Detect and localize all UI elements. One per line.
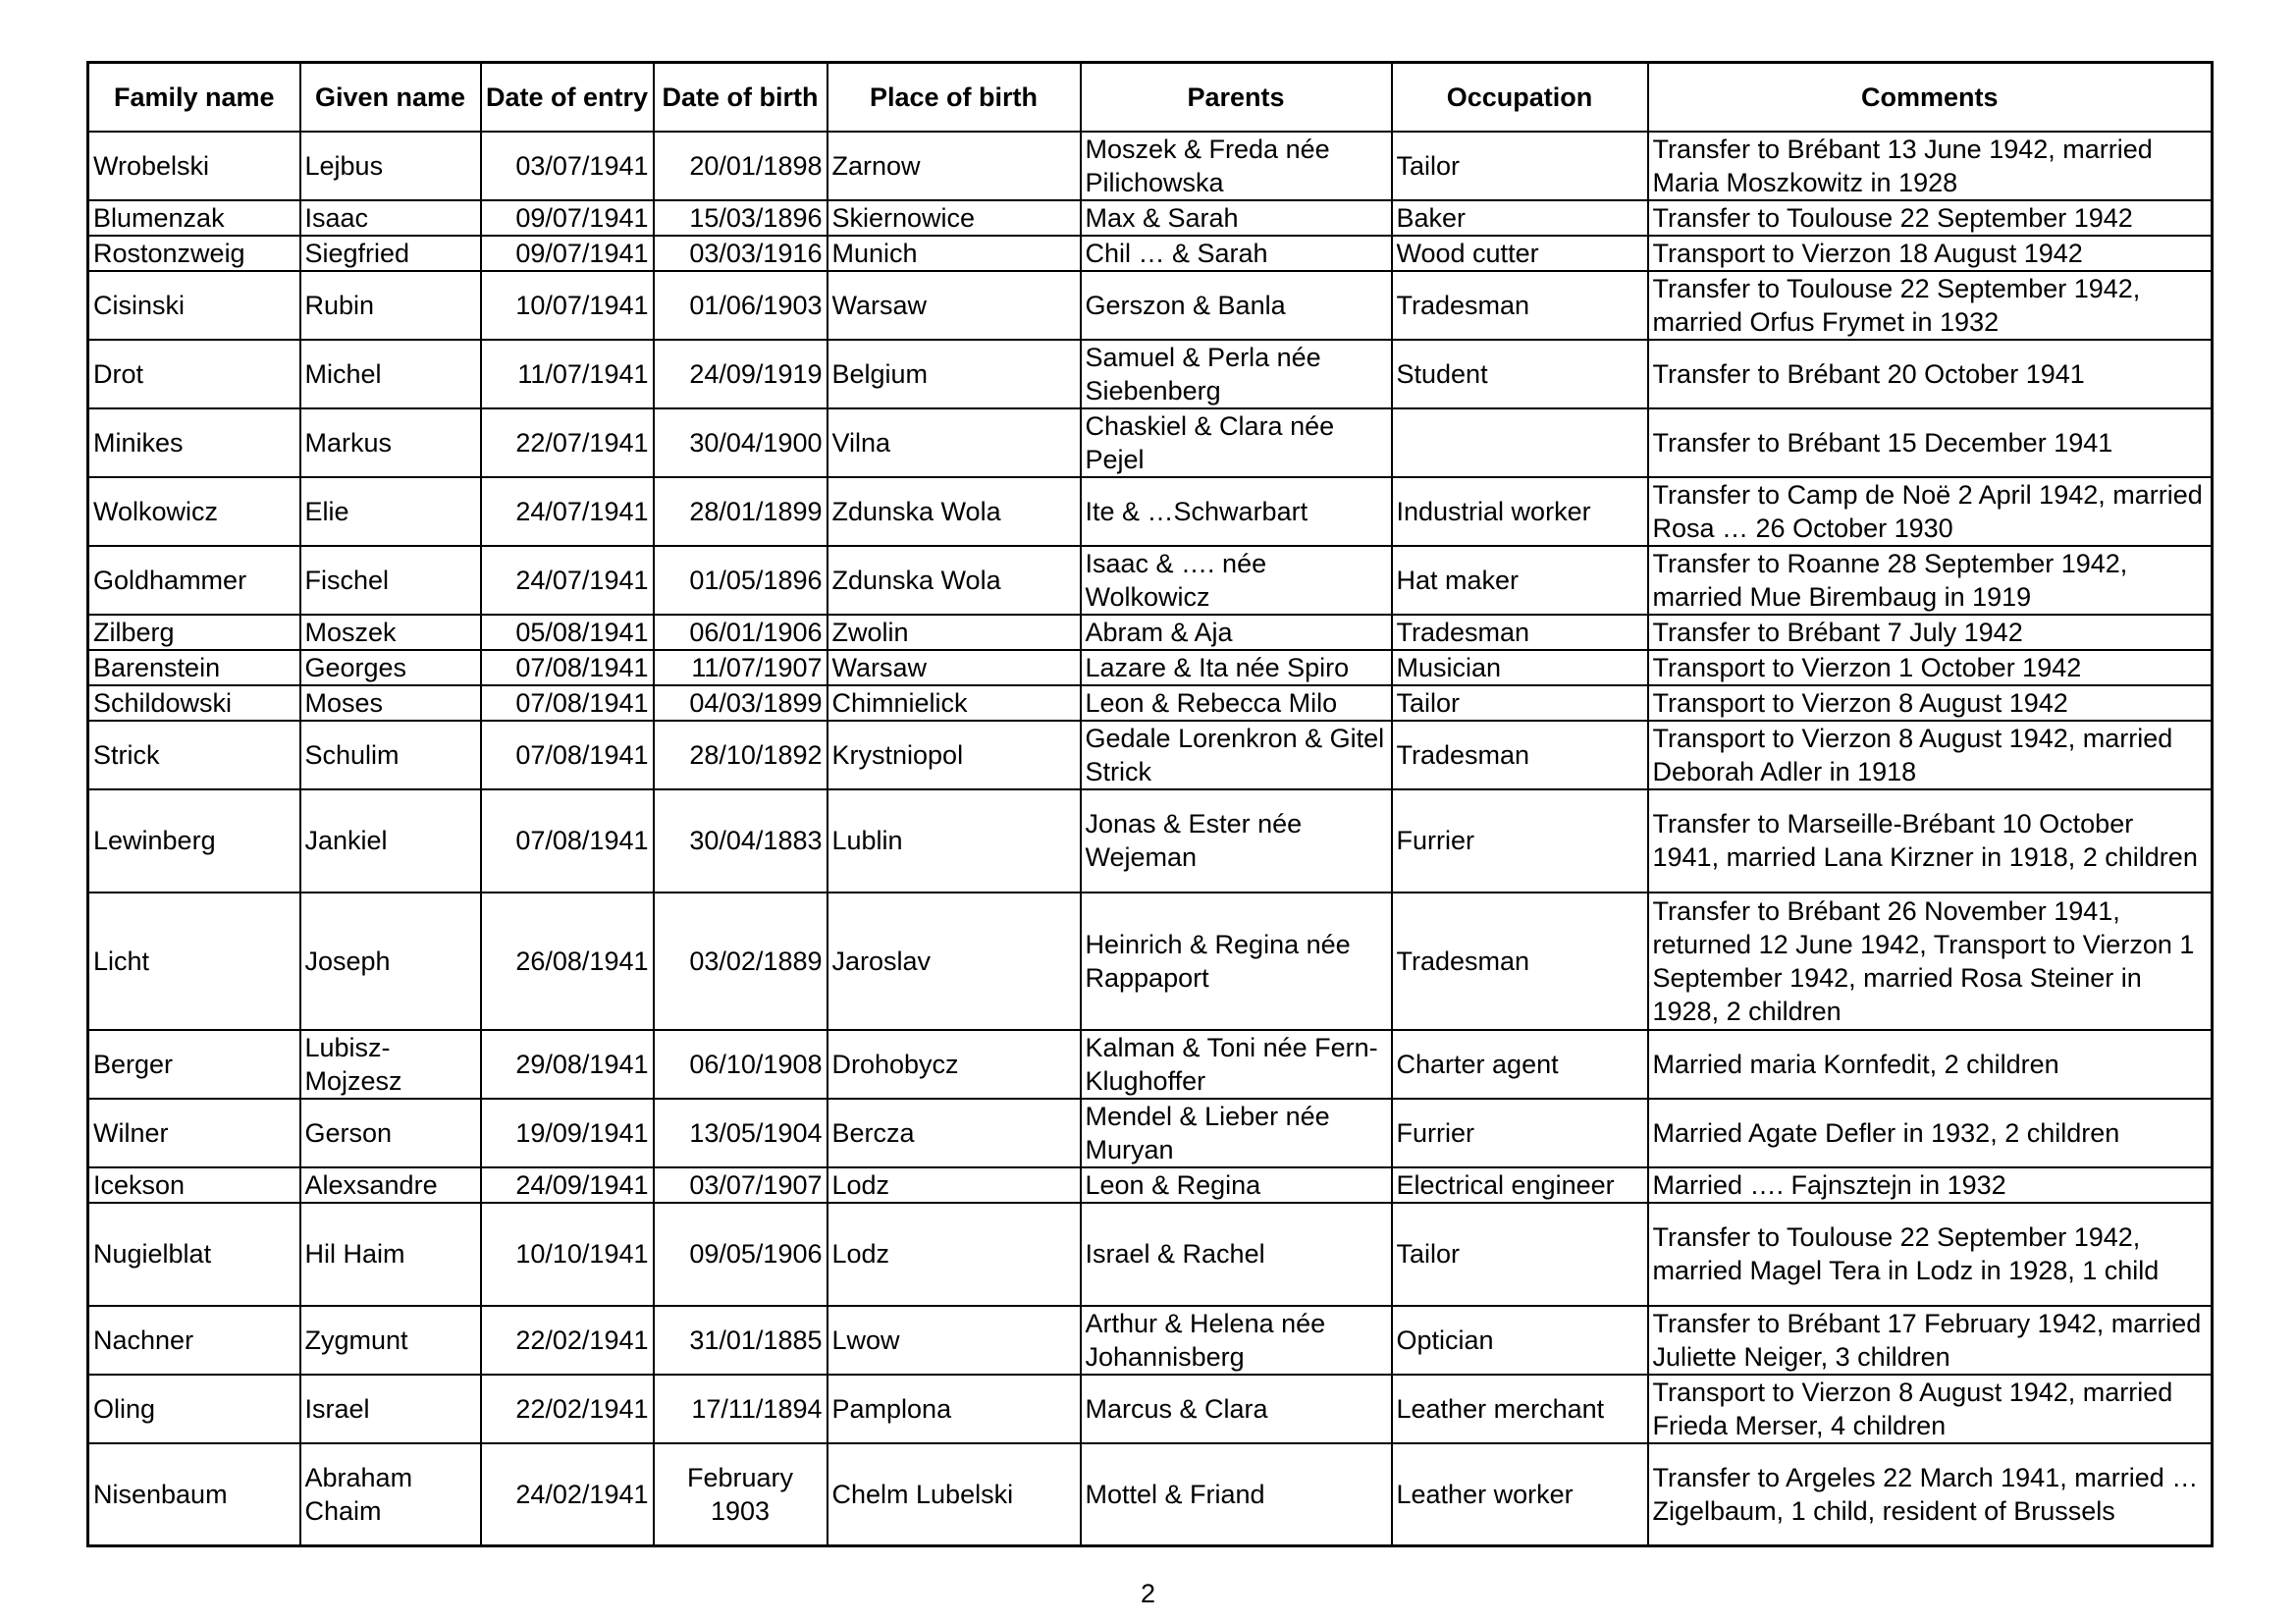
table-row — [88, 650, 2213, 685]
given-name-cell: Lejbus — [300, 132, 481, 200]
given-name-cell: Michel — [300, 340, 481, 408]
table-row — [88, 1099, 2213, 1167]
date-of-birth-cell: 03/07/1907 — [654, 1167, 828, 1203]
date-of-entry-cell: 19/09/1941 — [481, 1099, 654, 1167]
place-of-birth-cell: Lwow — [828, 1306, 1081, 1375]
occupation-cell: Tailor — [1392, 685, 1648, 721]
date-of-birth-cell: 01/06/1903 — [654, 271, 828, 340]
given-name-cell: Gerson — [300, 1099, 481, 1167]
parents-cell: Leon & Rebecca Milo — [1081, 685, 1392, 721]
table-row — [88, 1167, 2213, 1203]
parents-cell: Isaac & …. née Wolkowicz — [1081, 546, 1392, 615]
given-name-cell: Moszek — [300, 615, 481, 650]
family-name-cell: Blumenzak — [88, 200, 300, 236]
table-row — [88, 546, 2213, 615]
comments-cell: Transport to Vierzon 18 August 1942 — [1648, 236, 2213, 271]
date-of-entry-cell: 24/07/1941 — [481, 546, 654, 615]
given-name-cell: Fischel — [300, 546, 481, 615]
place-of-birth-cell: Zarnow — [828, 132, 1081, 200]
given-name-cell: Georges — [300, 650, 481, 685]
family-name-cell: Oling — [88, 1375, 300, 1443]
table-body — [88, 132, 2213, 1546]
date-of-birth-cell: 17/11/1894 — [654, 1375, 828, 1443]
occupation-cell: Baker — [1392, 200, 1648, 236]
place-of-birth-cell: Jaroslav — [828, 893, 1081, 1030]
given-name-cell: Siegfried — [300, 236, 481, 271]
table-row — [88, 340, 2213, 408]
date-of-birth-cell: 04/03/1899 — [654, 685, 828, 721]
date-of-birth-cell: 28/01/1899 — [654, 477, 828, 546]
family-name-cell: Licht — [88, 893, 300, 1030]
family-name-cell: Rostonzweig — [88, 236, 300, 271]
occupation-cell: Student — [1392, 340, 1648, 408]
date-of-entry-cell: 10/10/1941 — [481, 1203, 654, 1306]
header-comments: Comments — [1648, 63, 2213, 132]
comments-cell: Transport to Vierzon 1 October 1942 — [1648, 650, 2213, 685]
family-name-cell: Strick — [88, 721, 300, 789]
place-of-birth-cell: Warsaw — [828, 271, 1081, 340]
comments-cell: Transfer to Toulouse 22 September 1942, married Orfus Frymet in 1932 — [1648, 271, 2213, 340]
date-of-birth-cell: 11/07/1907 — [654, 650, 828, 685]
parents-cell: Mendel & Lieber née Muryan — [1081, 1099, 1392, 1167]
occupation-cell: Hat maker — [1392, 546, 1648, 615]
table-row — [88, 1306, 2213, 1375]
parents-cell: Ite & …Schwarbart — [1081, 477, 1392, 546]
parents-cell: Kalman & Toni née Fern-Klughoffer — [1081, 1030, 1392, 1099]
date-of-entry-cell: 22/07/1941 — [481, 408, 654, 477]
given-name-cell: Alexsandre — [300, 1167, 481, 1203]
date-of-entry-cell: 29/08/1941 — [481, 1030, 654, 1099]
header-place-of-birth: Place of birth — [828, 63, 1081, 132]
family-name-cell: Nisenbaum — [88, 1443, 300, 1546]
table-row — [88, 1375, 2213, 1443]
family-name-cell: Minikes — [88, 408, 300, 477]
occupation-cell: Industrial worker — [1392, 477, 1648, 546]
date-of-entry-cell: 09/07/1941 — [481, 236, 654, 271]
table-row — [88, 271, 2213, 340]
comments-cell: Transfer to Brébant 15 December 1941 — [1648, 408, 2213, 477]
parents-cell: Chaskiel & Clara née Pejel — [1081, 408, 1392, 477]
date-of-entry-cell: 24/02/1941 — [481, 1443, 654, 1546]
header-occupation: Occupation — [1392, 63, 1648, 132]
family-name-cell: Berger — [88, 1030, 300, 1099]
comments-cell: Transfer to Brébant 7 July 1942 — [1648, 615, 2213, 650]
given-name-cell: Israel — [300, 1375, 481, 1443]
comments-cell: Transfer to Marseille-Brébant 10 October 1941, married Lana Kirzner in 1918, 2 children — [1648, 789, 2213, 893]
parents-cell: Abram & Aja — [1081, 615, 1392, 650]
given-name-cell: Rubin — [300, 271, 481, 340]
occupation-cell — [1392, 408, 1648, 477]
date-of-birth-cell: 28/10/1892 — [654, 721, 828, 789]
parents-cell: Israel & Rachel — [1081, 1203, 1392, 1306]
parents-cell: Arthur & Helena née Johannisberg — [1081, 1306, 1392, 1375]
date-of-birth-cell: 09/05/1906 — [654, 1203, 828, 1306]
parents-cell: Gerszon & Banla — [1081, 271, 1392, 340]
comments-cell: Transfer to Brébant 17 February 1942, married Juliette Neiger, 3 children — [1648, 1306, 2213, 1375]
parents-cell: Jonas & Ester née Wejeman — [1081, 789, 1392, 893]
place-of-birth-cell: Zdunska Wola — [828, 477, 1081, 546]
page-number: 2 — [1140, 1579, 1156, 1608]
occupation-cell: Tradesman — [1392, 721, 1648, 789]
given-name-cell: Zygmunt — [300, 1306, 481, 1375]
date-of-entry-cell: 24/09/1941 — [481, 1167, 654, 1203]
date-of-entry-cell: 10/07/1941 — [481, 271, 654, 340]
date-of-birth-cell: 30/04/1883 — [654, 789, 828, 893]
header-date-of-entry: Date of entry — [481, 63, 654, 132]
occupation-cell: Leather merchant — [1392, 1375, 1648, 1443]
place-of-birth-cell: Lodz — [828, 1203, 1081, 1306]
given-name-cell: Schulim — [300, 721, 481, 789]
place-of-birth-cell: Zwolin — [828, 615, 1081, 650]
place-of-birth-cell: Skiernowice — [828, 200, 1081, 236]
comments-cell: Transport to Vierzon 8 August 1942, married Deborah Adler in 1918 — [1648, 721, 2213, 789]
header-row — [88, 63, 2213, 132]
comments-cell: Married Agate Defler in 1932, 2 children — [1648, 1099, 2213, 1167]
place-of-birth-cell: Vilna — [828, 408, 1081, 477]
parents-cell: Leon & Regina — [1081, 1167, 1392, 1203]
date-of-entry-cell: 22/02/1941 — [481, 1375, 654, 1443]
date-of-birth-cell: 13/05/1904 — [654, 1099, 828, 1167]
comments-cell: Transport to Vierzon 8 August 1942 — [1648, 685, 2213, 721]
family-name-cell: Nugielblat — [88, 1203, 300, 1306]
date-of-entry-cell: 07/08/1941 — [481, 789, 654, 893]
date-of-entry-cell: 11/07/1941 — [481, 340, 654, 408]
family-name-cell: Schildowski — [88, 685, 300, 721]
family-name-cell: Icekson — [88, 1167, 300, 1203]
table-row — [88, 685, 2213, 721]
date-of-birth-cell: 06/01/1906 — [654, 615, 828, 650]
date-of-entry-cell: 22/02/1941 — [481, 1306, 654, 1375]
place-of-birth-cell: Zdunska Wola — [828, 546, 1081, 615]
family-name-cell: Barenstein — [88, 650, 300, 685]
given-name-cell: Moses — [300, 685, 481, 721]
place-of-birth-cell: Munich — [828, 236, 1081, 271]
parents-cell: Max & Sarah — [1081, 200, 1392, 236]
date-of-birth-cell: February 1903 — [654, 1443, 828, 1546]
comments-cell: Transfer to Brébant 20 October 1941 — [1648, 340, 2213, 408]
family-name-cell: Nachner — [88, 1306, 300, 1375]
table-row — [88, 132, 2213, 200]
table-row — [88, 477, 2213, 546]
date-of-birth-cell: 03/02/1889 — [654, 893, 828, 1030]
family-name-cell: Drot — [88, 340, 300, 408]
date-of-birth-cell: 24/09/1919 — [654, 340, 828, 408]
family-name-cell: Zilberg — [88, 615, 300, 650]
occupation-cell: Tradesman — [1392, 271, 1648, 340]
parents-cell: Chil … & Sarah — [1081, 236, 1392, 271]
date-of-entry-cell: 03/07/1941 — [481, 132, 654, 200]
family-name-cell: Wrobelski — [88, 132, 300, 200]
header-parents: Parents — [1081, 63, 1392, 132]
date-of-birth-cell: 30/04/1900 — [654, 408, 828, 477]
date-of-birth-cell: 03/03/1916 — [654, 236, 828, 271]
occupation-cell: Charter agent — [1392, 1030, 1648, 1099]
family-name-cell: Wolkowicz — [88, 477, 300, 546]
occupation-cell: Furrier — [1392, 1099, 1648, 1167]
place-of-birth-cell: Pamplona — [828, 1375, 1081, 1443]
date-of-entry-cell: 07/08/1941 — [481, 650, 654, 685]
date-of-birth-cell: 20/01/1898 — [654, 132, 828, 200]
date-of-entry-cell: 24/07/1941 — [481, 477, 654, 546]
table-row — [88, 1030, 2213, 1099]
place-of-birth-cell: Lodz — [828, 1167, 1081, 1203]
comments-cell: Transfer to Brébant 13 June 1942, married Maria Moszkowitz in 1928 — [1648, 132, 2213, 200]
occupation-cell: Electrical engineer — [1392, 1167, 1648, 1203]
parents-cell: Gedale Lorenkron & Gitel Strick — [1081, 721, 1392, 789]
occupation-cell: Optician — [1392, 1306, 1648, 1375]
date-of-birth-cell: 01/05/1896 — [654, 546, 828, 615]
table-row — [88, 408, 2213, 477]
given-name-cell: Hil Haim — [300, 1203, 481, 1306]
family-name-cell: Cisinski — [88, 271, 300, 340]
comments-cell: Married …. Fajnsztejn in 1932 — [1648, 1167, 2213, 1203]
header-given-name: Given name — [300, 63, 481, 132]
table-row — [88, 1443, 2213, 1546]
occupation-cell: Tailor — [1392, 132, 1648, 200]
place-of-birth-cell: Warsaw — [828, 650, 1081, 685]
given-name-cell: Elie — [300, 477, 481, 546]
parents-cell: Moszek & Freda née Pilichowska — [1081, 132, 1392, 200]
place-of-birth-cell: Chelm Lubelski — [828, 1443, 1081, 1546]
parents-cell: Marcus & Clara — [1081, 1375, 1392, 1443]
date-of-entry-cell: 09/07/1941 — [481, 200, 654, 236]
occupation-cell: Musician — [1392, 650, 1648, 685]
given-name-cell: Joseph — [300, 893, 481, 1030]
date-of-entry-cell: 05/08/1941 — [481, 615, 654, 650]
family-name-cell: Goldhammer — [88, 546, 300, 615]
given-name-cell: Jankiel — [300, 789, 481, 893]
header-date-of-birth: Date of birth — [654, 63, 828, 132]
table-row — [88, 236, 2213, 271]
date-of-birth-cell: 31/01/1885 — [654, 1306, 828, 1375]
parents-cell: Heinrich & Regina née Rappaport — [1081, 893, 1392, 1030]
header-family-name: Family name — [88, 63, 300, 132]
family-name-cell: Lewinberg — [88, 789, 300, 893]
place-of-birth-cell: Lublin — [828, 789, 1081, 893]
given-name-cell: Lubisz-Mojzesz — [300, 1030, 481, 1099]
place-of-birth-cell: Drohobycz — [828, 1030, 1081, 1099]
family-name-cell: Wilner — [88, 1099, 300, 1167]
parents-cell: Lazare & Ita née Spiro — [1081, 650, 1392, 685]
table-row — [88, 200, 2213, 236]
register-table — [86, 61, 2214, 1547]
table-row — [88, 721, 2213, 789]
given-name-cell: Isaac — [300, 200, 481, 236]
comments-cell: Married maria Kornfedit, 2 children — [1648, 1030, 2213, 1099]
comments-cell: Transfer to Brébant 26 November 1941, returned 12 June 1942, Transport to Vierzon 1 September 1942, married Rosa Steiner in 1928, 2 children — [1648, 893, 2213, 1030]
date-of-entry-cell: 07/08/1941 — [481, 721, 654, 789]
occupation-cell: Wood cutter — [1392, 236, 1648, 271]
place-of-birth-cell: Belgium — [828, 340, 1081, 408]
occupation-cell: Tradesman — [1392, 615, 1648, 650]
occupation-cell: Leather worker — [1392, 1443, 1648, 1546]
parents-cell: Samuel & Perla née Siebenberg — [1081, 340, 1392, 408]
occupation-cell: Tradesman — [1392, 893, 1648, 1030]
comments-cell: Transfer to Argeles 22 March 1941, married … Zigelbaum, 1 child, resident of Brussels — [1648, 1443, 2213, 1546]
place-of-birth-cell: Krystniopol — [828, 721, 1081, 789]
date-of-entry-cell: 07/08/1941 — [481, 685, 654, 721]
date-of-birth-cell: 06/10/1908 — [654, 1030, 828, 1099]
table-row — [88, 789, 2213, 893]
parents-cell: Mottel & Friand — [1081, 1443, 1392, 1546]
given-name-cell: Markus — [300, 408, 481, 477]
table-row — [88, 893, 2213, 1030]
place-of-birth-cell: Chimnielick — [828, 685, 1081, 721]
comments-cell: Transfer to Toulouse 22 September 1942 — [1648, 200, 2213, 236]
comments-cell: Transport to Vierzon 8 August 1942, married Frieda Merser, 4 children — [1648, 1375, 2213, 1443]
date-of-entry-cell: 26/08/1941 — [481, 893, 654, 1030]
date-of-birth-cell: 15/03/1896 — [654, 200, 828, 236]
table-row — [88, 1203, 2213, 1306]
given-name-cell: Abraham Chaim — [300, 1443, 481, 1546]
comments-cell: Transfer to Toulouse 22 September 1942, married Magel Tera in Lodz in 1928, 1 child — [1648, 1203, 2213, 1306]
occupation-cell: Furrier — [1392, 789, 1648, 893]
place-of-birth-cell: Bercza — [828, 1099, 1081, 1167]
comments-cell: Transfer to Camp de Noë 2 April 1942, married Rosa … 26 October 1930 — [1648, 477, 2213, 546]
occupation-cell: Tailor — [1392, 1203, 1648, 1306]
comments-cell: Transfer to Roanne 28 September 1942, married Mue Birembaug in 1919 — [1648, 546, 2213, 615]
table-row — [88, 615, 2213, 650]
